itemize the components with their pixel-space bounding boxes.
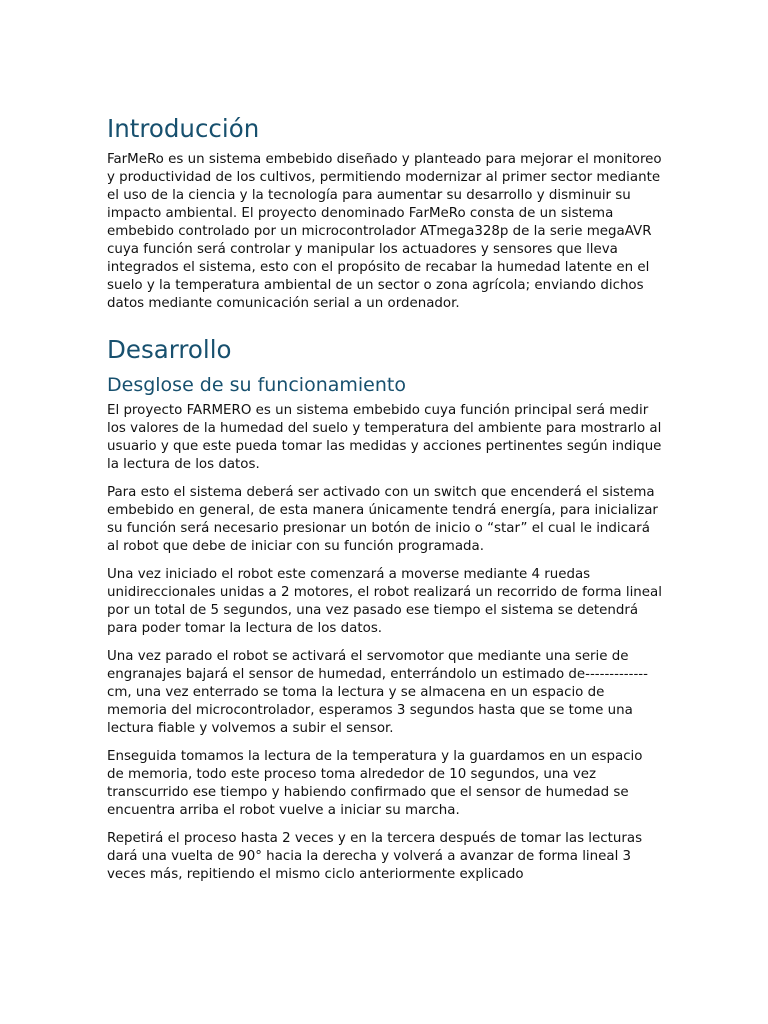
paragraph-activacion: Para esto el sistema deberá ser activado con un switch que encenderá el sistema embebido en general, de esta manera únicamente tendrá energía, para inicializar su función será necesario presionar un botón de inicio o “star” el cual le indicará al robot que debe de iniciar con su función programada. (107, 485, 658, 554)
paragraph-movimiento: Una vez iniciado el robot este comenzará a moverse mediante 4 ruedas unidireccionales unidas a 2 motores, el robot realizará un recorrido de forma lineal por un total de 5 segundos, una vez pasado ese tiempo el sistema se detendrá para poder tomar la lectura de los datos. (107, 567, 662, 636)
paragraph-temperatura: Enseguida tomamos la lectura de la temperatura y la guardamos en un espacio de memoria, todo este proceso toma alrededor de 10 segundos, una vez transcurrido ese tiempo y habiendo confirmado que el sensor de humedad se encuentra arriba el robot vuelve a iniciar su marcha. (107, 749, 643, 818)
subheading-desglose: Desglose de su funcionamiento (107, 374, 406, 396)
heading-desarrollo: Desarrollo (107, 335, 232, 364)
paragraph-funcion-principal: El proyecto FARMERO es un sistema embebido cuya función principal será medir los valores de la humedad del suelo y temperatura del ambiente para mostrarlo al usuario y que este pueda tomar las medidas y acciones pertinentes según indique la lectura de los datos. (107, 403, 662, 472)
heading-introduccion: Introducción (107, 114, 260, 143)
document-page (107, 112, 663, 884)
paragraph-servomotor: Una vez parado el robot se activará el servomotor que mediante una serie de engranajes bajará el sensor de humedad, enterrándolo un estimado de------------- cm, una vez enterrado se toma la lectura y se almacena en un espacio de memoria del microcontrolador, esperamos 3 segundos hasta que se tome una lectura fiable y volvemos a subir el sensor. (107, 649, 648, 736)
paragraph-introduccion: FarMeRo es un sistema embebido diseñado y planteado para mejorar el monitoreo y productividad de los cultivos, permitiendo modernizar al primer sector mediante el uso de la ciencia y la tecnología para aumentar su desarrollo y disminuir su impacto ambiental. El proyecto denominado FarMeRo consta de un sistema embebido controlado por un microcontrolador ATmega328p de la serie megaAVR cuya función será controlar y manipular los actuadores y sensores que lleva integrados el sistema, esto con el propósito de recabar la humedad latente en el suelo y la temperatura ambiental de un sector o zona agrícola; enviando dichos datos mediante comunicación serial a un ordenador. (107, 152, 662, 311)
paragraph-repeticion: Repetirá el proceso hasta 2 veces y en la tercera después de tomar las lecturas dará una vuelta de 90° hacia la derecha y volverá a avanzar de forma lineal 3 veces más, repitiendo el mismo ciclo anteriormente explicado (107, 831, 643, 882)
